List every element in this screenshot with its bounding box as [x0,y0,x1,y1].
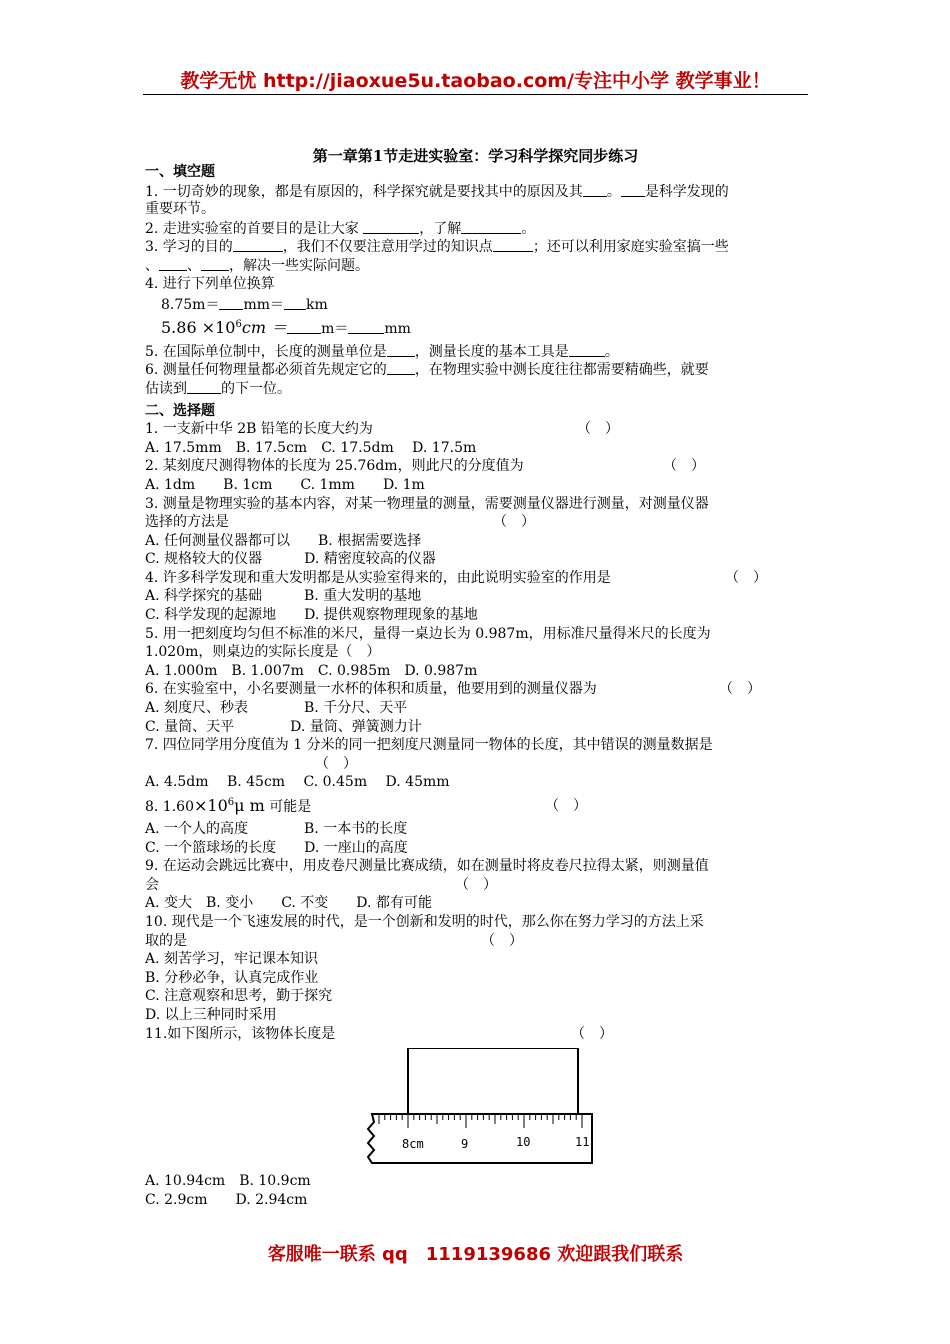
section-fill-heading: 一、填空题 [145,164,215,180]
choice-q9-cont: 会 （ ） [145,876,497,893]
choice-q10: 10. 现代是一个飞速发展的时代，是一个创新和发明的时代，那么你在努力学习的方法上采 [145,913,704,930]
choice-q6-options-1: A. 刻度尺、秒表 B. 千分尺、天平 [145,700,408,717]
choice-q3-cont: 选择的方法是 （ ） [145,514,535,531]
choice-q1: 1. 一支新中华 2B 铅笔的长度大约为 （ ） [145,421,619,438]
choice-q5: 5. 用一把刻度均匀但不标准的米尺，量得一桌边长为 0.987m，用标准尺量得米尺的长度为 [145,625,711,642]
blank [493,237,533,252]
blank [287,319,321,334]
section-choice-heading: 二、选择题 [145,402,215,419]
fill-q6-cont: 估读到 的下一位。 [145,380,291,397]
answer-paren: （ ） [315,755,357,772]
choice-q10-option-c: C. 注意观察和思考，勤于探究 [145,988,333,1005]
choice-q8-options-1: A. 一个人的高度 B. 一本书的长度 [145,821,408,837]
choice-q7-cont [145,755,810,774]
ruler-label-10: 10 [516,1135,531,1149]
choice-q7-options: A. 4.5dm B. 45cm C. 0.45m D. 45mm [145,774,450,791]
fill-q3-cont: 、 、 ，解决一些实际问题。 [145,257,369,274]
answer-paren: （ ） [725,569,767,586]
fill-q3: 3. 学习的目的 ，我们不仅要注意用学过的知识点 ；还可以利用家庭实验室搞一些 [145,239,729,256]
choice-q3-options-2: C. 规格较大的仪器 D. 精密度较高的仪器 [145,551,436,568]
answer-paren: （ ） [577,421,619,438]
choice-q8-options-2: C. 一个篮球场的长度 D. 一座山的高度 [145,839,408,856]
choice-q4-options-2: C. 科学发现的起源地 D. 提供观察物理现象的基地 [145,607,478,624]
ruler-label-8: 8cm [402,1137,424,1151]
choice-q9: 9. 在运动会跳远比赛中，用皮卷尺测量比赛成绩，如在测量时将皮卷尺拉得太紧，则测量值 [145,858,709,875]
ruler-label-9: 9 [461,1137,469,1151]
fill-q2: 2. 走进实验室的首要目的是让大家 ，了解 。 [145,220,536,237]
blank [187,379,221,394]
fill-q1: 1. 一切奇妙的现象，都是有原因的，科学探究就是要找其中的原因及其 。 是科学发现的 [145,183,729,200]
answer-paren: （ ） [545,798,587,814]
choice-q7: 7. 四位同学用分度值为 1 分米的同一把刻度尺测量同一物体的长度，其中错误的测量数据是 [145,737,713,754]
blank [569,342,605,357]
page-header: 教学无忧 http://jiaoxue5u.taobao.com/专注中小学 教学事业！ [180,70,771,92]
answer-paren: （ ） [493,514,535,531]
fill-q1-cont: 重要环节。 [145,201,215,218]
blank [461,219,521,234]
blank [201,256,229,271]
blank [583,182,607,197]
answer-paren: （ ） [571,1025,613,1042]
choice-q11: 11.如下图所示，该物体长度是 （ ） [145,1025,613,1042]
blank [348,319,384,334]
page-footer: 客服唯一联系 qq 1119139686 欢迎跟我们联系 [267,1244,684,1265]
choice-q9-options: A. 变大 B. 变小 C. 不变 D. 都有可能 [145,895,432,912]
choice-q5-options: A. 1.000m B. 1.007m C. 0.985m D. 0.987m [145,662,478,679]
fill-q6: 6. 测量任何物理量都必须首先规定它的 ，在物理实验中测长度往往都需要精确些，就要 [145,362,709,379]
answer-paren: （ ） [455,876,497,893]
worksheet-body [145,163,810,1043]
choice-q6-options-2: C. 量筒、天平 D. 量筒、弹簧测力计 [145,718,422,735]
header-rule [143,94,808,95]
choice-q10-option-a: A. 刻苦学习，牢记课本知识 [145,951,319,968]
fill-q4: 4. 进行下列单位换算 [145,275,275,292]
choice-q4-options-1: A. 科学探究的基础 B. 重大发明的基地 [145,588,422,605]
answer-paren: （ ） [719,681,761,698]
blank [219,295,243,310]
page-title: 第一章第1节走进实验室：学习科学探究同步练习 [312,147,639,165]
fill-q4-b: $5.86 \times 10^6cm = m=$ mm [161,317,411,337]
answer-paren: （ ） [481,932,523,949]
choice-q4: 4. 许多科学发现和重大发明都是从实验室得来的，由此说明实验室的作用是 （ ） [145,569,767,586]
fill-q5: 5. 在国际单位制中，长度的测量单位是 ，测量长度的基本工具是 。 [145,343,619,360]
choice-q10-option-d: D. 以上三种同时采用 [145,1006,277,1023]
choice-q11-options-1: A. 10.94cm B. 10.9cm [145,1173,311,1189]
measured-block [408,1048,578,1114]
choice-q10-option-b: B. 分秒必争，认真完成作业 [145,969,319,986]
choice-q2: 2. 某刻度尺测得物体的长度为 25.76dm，则此尺的分度值为 （ ） [145,458,705,475]
blank [159,256,187,271]
fill-q4-a: 8.75m＝ mm＝ km [161,297,328,314]
choice-q2-options: A. 1dm B. 1cm C. 1mm D. 1m [145,476,425,493]
choice-q10-cont: 取的是 （ ） [145,932,523,949]
answer-paren: （ ） [663,458,705,475]
blank [233,237,283,252]
choice-q3: 3. 测量是物理实验的基本内容，对某一物理量的测量，需要测量仪器进行测量，对测量仪器 [145,495,709,512]
blank [387,342,415,357]
ruler-figure [360,1048,595,1166]
q11-options [145,1172,810,1209]
blank [363,219,419,234]
choice-q1-options: A. 17.5mm B. 17.5cm C. 17.5dm D. 17.5m [145,439,477,456]
blank [284,295,306,310]
choice-q5-cont: 1.020m，则桌边的实际长度是（ ） [145,644,381,661]
blank [387,360,415,375]
choice-q11-options-2: C. 2.9cm D. 2.94cm [145,1191,308,1208]
ruler-label-11: 11 [575,1135,590,1149]
blank [621,182,645,197]
choice-q6: 6. 在实验室中，小名要测量一水杯的体积和质量，他要用到的测量仪器为 （ ） [145,681,761,698]
choice-q8: 8. $1.60\times 10^6\mu$ m 可能是 （ ） [145,792,810,820]
choice-q3-options-1: A. 任何测量仪器都可以 B. 根据需要选择 [145,532,422,549]
